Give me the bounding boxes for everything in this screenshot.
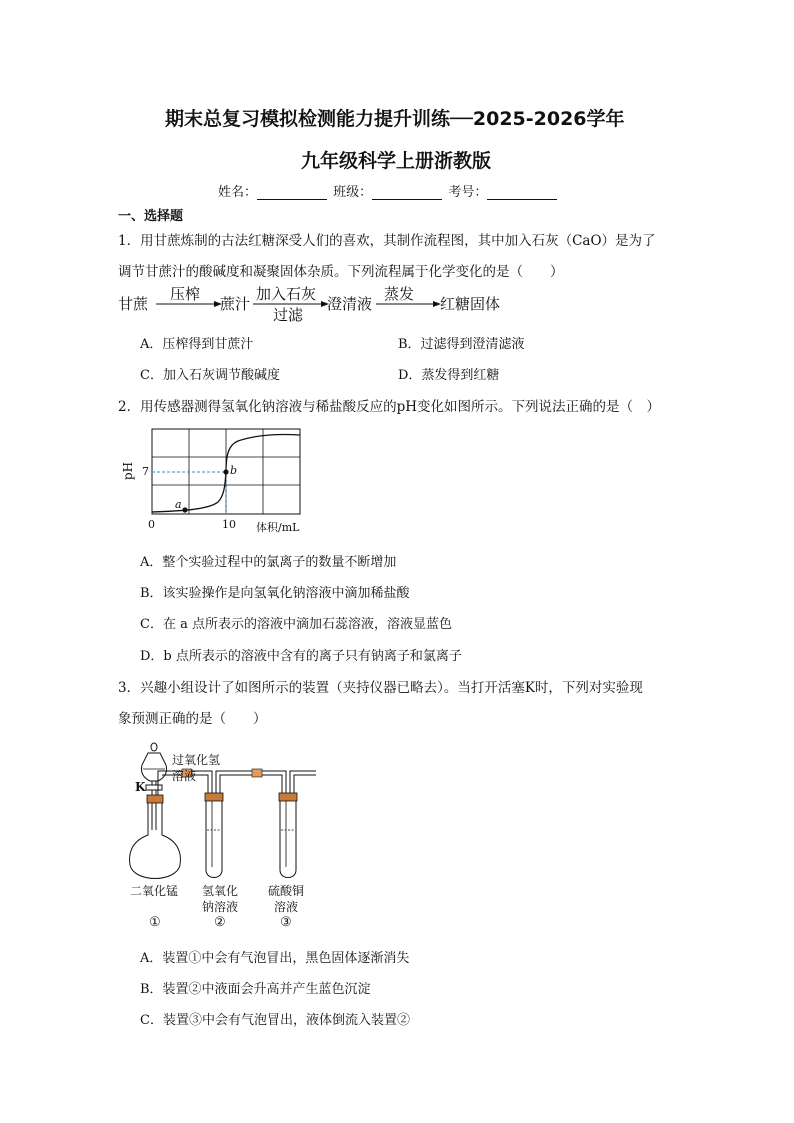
- tube3-stopper: [279, 793, 297, 801]
- test-tube-3: [280, 801, 296, 878]
- label-naoh-line1: 氢氧化: [202, 884, 239, 898]
- label-naoh-line2: 钠溶液: [202, 900, 239, 914]
- q1-option-c[interactable]: C．加入石灰调节酸碱度: [140, 368, 280, 383]
- page-title-line2: 九年级科学上册浙教版: [301, 150, 492, 172]
- q2-ph-graph: [118, 420, 318, 540]
- label-mno2: 二氧化锰: [130, 884, 179, 898]
- q3-option-c[interactable]: C．装置③中会有气泡冒出，液体倒流入装置②: [140, 1013, 410, 1028]
- q3-option-a[interactable]: A．装置①中会有气泡冒出，黑色固体逐渐消失: [140, 951, 410, 966]
- label-device-2: ②: [214, 915, 226, 930]
- page-title-line1: 期末总复习模拟检测能力提升训练──2025-2026学年: [165, 108, 625, 130]
- graph-x-label: 体积/mL: [256, 521, 300, 534]
- name-label: 姓名：: [218, 185, 258, 200]
- q1-option-d[interactable]: D．蒸发得到红糖: [398, 368, 500, 383]
- tube-2-to-3-inner: [220, 775, 282, 793]
- number-blank[interactable]: [487, 187, 557, 200]
- q1-text-line1: 1．用甘蔗炼制的古法红糖深受人们的喜欢，其制作流程图，其中加入石灰（CaO）是为了: [118, 233, 656, 249]
- flow-label-evaporate: 蒸发: [384, 285, 415, 303]
- q2-option-b[interactable]: B．该实验操作是向氢氧化钠溶液中滴加稀盐酸: [140, 586, 410, 601]
- funnel-stopper: [151, 743, 157, 751]
- funnel-body: [141, 753, 166, 781]
- label-cuso4-line2: 溶液: [274, 900, 299, 914]
- student-info-line: [218, 181, 559, 200]
- q2-text: 2．用传感器测得氢氧化钠溶液与稀盐酸反应的pH变化如图所示。下列说法正确的是（ ）: [118, 399, 661, 415]
- q2-option-d[interactable]: D．b 点所表示的溶液中含有的离子只有钠离子和氯离子: [140, 649, 462, 664]
- q1-flow-diagram: [118, 283, 518, 323]
- flask-stopper: [147, 795, 163, 803]
- graph-y-tick-7: 7: [142, 465, 149, 478]
- q2-option-a[interactable]: A．整个实验过程中的氯离子的数量不断增加: [140, 555, 397, 570]
- q3-text-line2: 象预测正确的是（ ）: [118, 711, 267, 727]
- section-heading: 一、选择题: [118, 209, 184, 224]
- graph-point-a-label: a: [175, 498, 182, 511]
- label-device-1: ①: [149, 915, 161, 930]
- graph-x-tick-10: 10: [222, 518, 236, 531]
- q2-option-c[interactable]: C．在 a 点所表示的溶液中滴加石蕊溶液，溶液显蓝色: [140, 617, 452, 632]
- graph-point-b-label: b: [230, 464, 238, 477]
- flow-label-filter: 过滤: [273, 306, 304, 324]
- graph-x-origin: 0: [148, 518, 155, 531]
- tube-2-to-3: [216, 771, 286, 793]
- graph-y-label: pH: [121, 461, 136, 481]
- q1-option-a[interactable]: A．压榨得到甘蔗汁: [140, 337, 254, 352]
- label-cuso4-line1: 硫酸铜: [268, 884, 305, 898]
- rubber-connector-2: [252, 769, 262, 777]
- class-blank[interactable]: [372, 187, 442, 200]
- flow-step-brown-sugar: 红糖固体: [440, 295, 501, 313]
- q1-option-b[interactable]: B．过滤得到澄清滤液: [398, 337, 525, 352]
- name-blank[interactable]: [257, 187, 327, 200]
- number-label: 考号：: [448, 185, 488, 200]
- q3-apparatus-diagram: [118, 735, 338, 935]
- tube-outlet-inner: [294, 775, 316, 793]
- q1-text-line2: 调节甘蔗汁的酸碱度和凝聚固体杂质。下列流程属于化学变化的是（ ）: [118, 264, 564, 280]
- label-h2o2-line2: 溶液: [172, 769, 197, 783]
- test-tube-2: [206, 801, 222, 878]
- flow-step-juice: 蔗汁: [220, 295, 251, 313]
- q3-option-b[interactable]: B．装置②中液面会升高并产生蓝色沉淀: [140, 982, 371, 997]
- label-valve-k: K: [135, 780, 146, 794]
- point-b-marker: [223, 469, 228, 474]
- point-a-marker: [182, 507, 187, 512]
- class-label: 班级：: [333, 185, 373, 200]
- valve-k: [146, 785, 162, 790]
- q3-text-line1: 3．兴趣小组设计了如图所示的装置（夹持仪器已略去）。当打开活塞K时，下列对实验现: [118, 680, 643, 696]
- flask-body: [130, 803, 181, 879]
- tube2-stopper: [205, 793, 223, 801]
- label-h2o2-line1: 过氧化氢: [172, 753, 221, 767]
- flow-label-add-lime: 加入石灰: [256, 285, 317, 303]
- flow-step-sugarcane: 甘蔗: [118, 295, 149, 313]
- flow-label-press: 压榨: [170, 285, 201, 303]
- flow-step-clear-liquid: 澄清液: [327, 295, 373, 313]
- label-device-3: ③: [280, 915, 292, 930]
